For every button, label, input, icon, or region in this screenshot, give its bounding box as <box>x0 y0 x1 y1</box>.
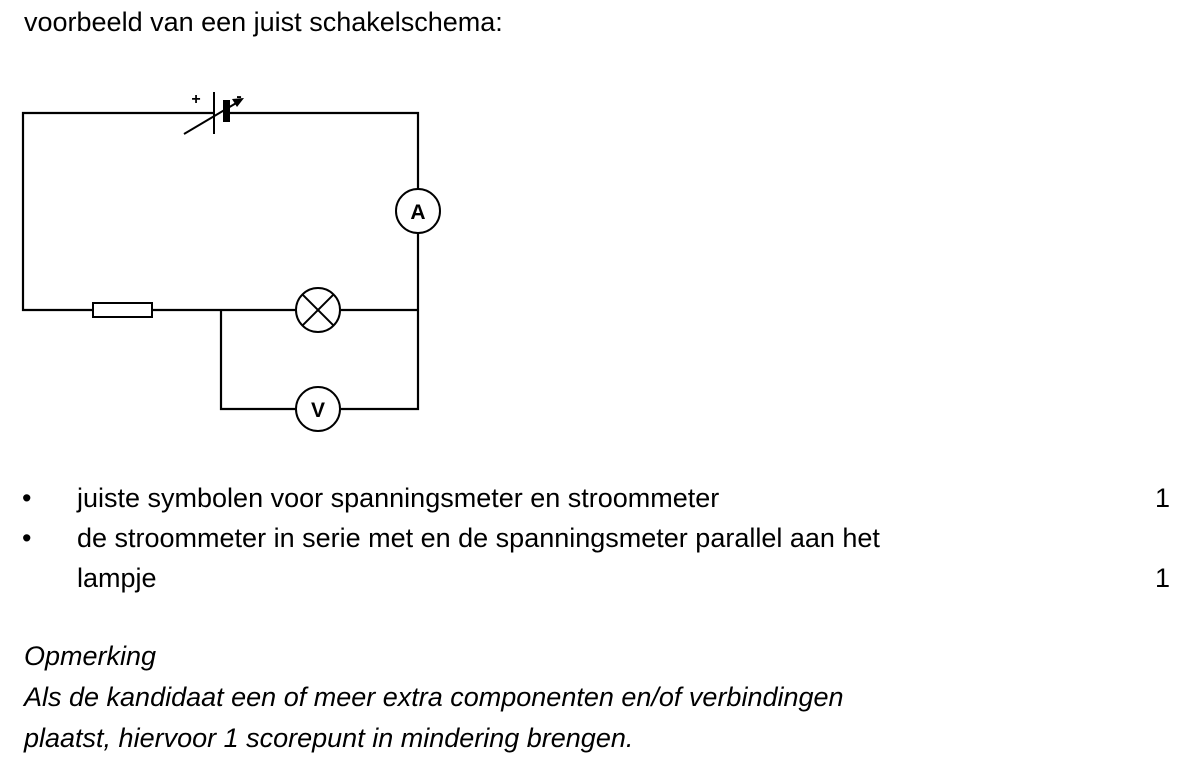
remark-block <box>24 636 844 759</box>
score-points: 1 <box>1154 563 1170 593</box>
scoring-criteria <box>0 478 1180 598</box>
bullet: • <box>22 483 32 513</box>
criterion-item <box>0 478 1180 518</box>
wire-voltmeter-branch <box>221 310 296 409</box>
wire-right-lower <box>341 233 418 409</box>
intro-text: voorbeeld van een juist schakelschema: <box>24 7 503 37</box>
battery-plus-label: + <box>191 91 201 108</box>
ammeter-label: A <box>410 201 426 224</box>
score-points: 1 <box>1154 483 1170 513</box>
variable-battery-icon <box>184 88 244 134</box>
battery-minus-label: - <box>236 88 242 105</box>
criterion-text: de stroommeter in serie met en de spanningsmeter parallel aan het <box>77 523 880 553</box>
lamp-icon <box>296 288 340 332</box>
remark-line: plaatst, hiervoor 1 scorepunt in mindering brengen. <box>24 723 634 753</box>
criterion-text: juiste symbolen voor spanningsmeter en stroommeter <box>77 483 720 513</box>
wire-top-right <box>228 113 418 189</box>
criterion-item <box>0 518 1180 598</box>
bullet: • <box>22 523 32 553</box>
circuit-diagram <box>0 80 460 440</box>
resistor-icon <box>93 303 152 317</box>
wire-top-left <box>23 113 214 310</box>
criterion-text-continued: lampje <box>77 563 157 593</box>
ammeter-icon <box>396 189 440 233</box>
voltmeter-icon <box>296 387 340 431</box>
remark-title: Opmerking <box>24 641 157 671</box>
voltmeter-label: V <box>310 399 326 422</box>
remark-line: Als de kandidaat een of meer extra componenten en/of verbindingen <box>24 682 844 712</box>
